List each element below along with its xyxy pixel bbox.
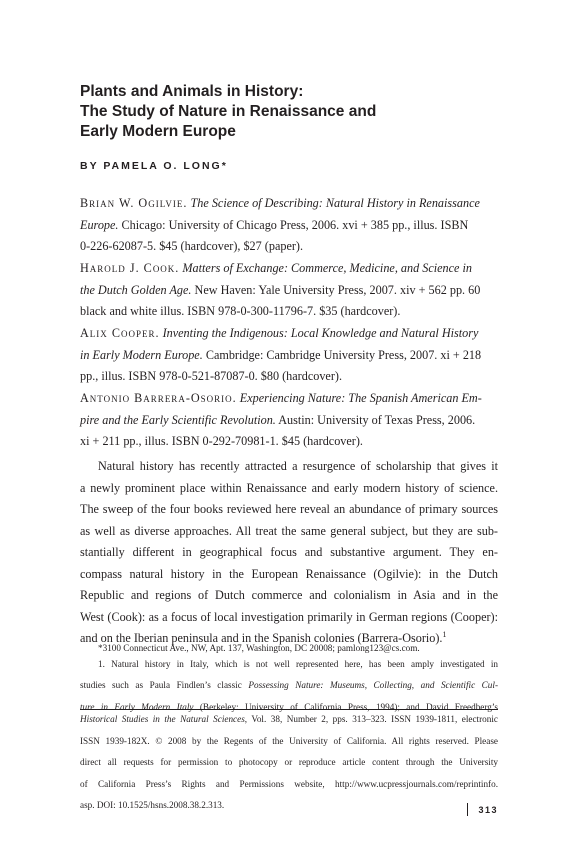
journal-info-line: of California Press’s Rights and Permissions website, http://www.ucpressjournals.com/reprintinfo. — [80, 778, 498, 789]
book-publication: New Haven: Yale University Press, 2007. xiv + 562 pp. 60 — [194, 282, 481, 297]
footnote-line: 1. Natural history in Italy, which is not well represented here, has been amply investigated in — [98, 658, 498, 669]
book-title: Inventing the Indigenous: Local Knowledge and Natural History — [162, 326, 479, 340]
body-line: Republic and regions of Dutch commerce and colonialism in Asia and in the — [80, 588, 498, 602]
journal-info-line: ISSN 1939-182X. © 2008 by the Regents of the University of California. All rights reserved. Please — [80, 735, 498, 746]
page-number: 313 — [478, 805, 498, 815]
footnote-address: *3100 Connecticut Ave., NW, Apt. 137, Washington, DC 20008; pamlong123@cs.com. — [98, 643, 420, 653]
book-citation — [80, 258, 498, 323]
body-line: Natural history has recently attracted a resurgence of scholarship that gives it — [98, 459, 498, 473]
body-line: stantially different in geographical focus and substantive argument. They en- — [80, 545, 498, 559]
footnote-book-title: Possessing Nature: Museums, Collecting, and Scientific Cul- — [248, 680, 498, 690]
body-line: compass natural history in the European Renaissance (Ogilvie): in the Dutch — [80, 566, 498, 581]
journal-info-line: direct all requests for permission to photocopy or reproduce article content through the University — [80, 757, 498, 767]
book-title: Matters of Exchange: Commerce, Medicine, and Science in — [182, 261, 472, 275]
body-line: as well as diverse approaches. All treat the same general subject, but they are sub- — [80, 523, 498, 538]
article-title — [80, 82, 520, 142]
footnote-text: studies such as Paula Findlen’s classic — [80, 680, 242, 690]
book-title: Experiencing Nature: The Spanish American Em- — [239, 391, 482, 405]
journal-info-text: , Vol. 38, Number 2, pps. 313–323. ISSN 1939-1811, electronic — [244, 714, 498, 724]
book-isbn: xi + 211 pp., illus. ISBN 0-292-70981-1. $45 (hardcover). — [80, 434, 363, 448]
book-title-cont: the Dutch Golden Age. — [80, 282, 192, 297]
book-isbn: black and white illus. ISBN 978-0-300-11796-7. $35 (hardcover). — [80, 304, 401, 318]
footnote-text: (Berkeley: University of California Press, 1994); and David Freedberg’s — [199, 701, 498, 712]
book-title: The Science of Describing: Natural History in Renaissance — [190, 196, 480, 210]
title-line: Early Modern Europe — [80, 123, 236, 140]
author-byline: BY PAMELA O. LONG* — [80, 160, 228, 172]
divider-rule — [80, 709, 498, 710]
title-line: The Study of Nature in Renaissance and — [80, 103, 377, 120]
book-author: Alix Cooper. — [80, 326, 160, 340]
journal-info — [80, 712, 498, 814]
book-citation — [80, 323, 498, 388]
footnote-marker[interactable]: 1 — [442, 629, 447, 639]
body-last-text: and on the Iberian peninsula and in the Spanish colonies (Barrera-Osorio). — [80, 631, 443, 645]
book-isbn: 0-226-62087-5. $45 (hardcover), $27 (paper). — [80, 239, 304, 253]
book-publication: Chicago: University of Chicago Press, 2006. xvi + 385 pp., illus. ISBN — [121, 217, 469, 232]
page-number-separator — [467, 803, 468, 816]
book-citation — [80, 193, 498, 258]
book-publication: Cambridge: Cambridge University Press, 2007. xi + 218 — [205, 347, 482, 362]
book-citation — [80, 388, 498, 453]
body-line: West (Cook): as a focus of local investigation primarily in German regions (Cooper): — [80, 609, 498, 624]
book-title-cont: pire and the Early Scientific Revolution. — [80, 412, 276, 427]
title-line: Plants and Animals in History: — [80, 83, 304, 100]
footnote-book-title-cont: ture in Early Modern Italy — [80, 701, 194, 712]
body-paragraph — [80, 456, 498, 650]
book-author: Harold J. Cook. — [80, 261, 180, 275]
footnote-line — [80, 678, 498, 700]
book-author: Antonio Barrera-Osorio. — [80, 391, 237, 405]
body-line: The sweep of the four books reviewed here reveal an abundance of primary sources — [80, 502, 498, 516]
body-line: a newly prominent place within Renaissance and early modern history of science. — [80, 480, 498, 495]
book-author: Brian W. Ogilvie. — [80, 196, 188, 210]
book-isbn: pp., illus. ISBN 978-0-521-87087-0. $80 (hardcover). — [80, 369, 342, 383]
journal-info-line — [80, 712, 498, 734]
book-title-cont: Europe. — [80, 217, 119, 232]
book-title-cont: in Early Modern Europe. — [80, 347, 203, 362]
journal-info-line: asp. DOI: 10.1525/hsns.2008.38.2.313. — [80, 800, 225, 810]
book-publication: Austin: University of Texas Press, 2006. — [278, 412, 476, 427]
journal-name: Historical Studies in the Natural Sciences — [80, 714, 245, 724]
